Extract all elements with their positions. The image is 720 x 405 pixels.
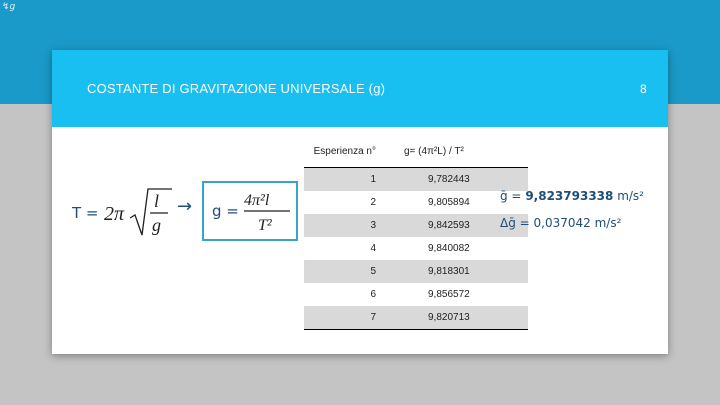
mean-g-value: 9,823793338 xyxy=(525,189,614,203)
column-header-g: g= (4π²L) / T² xyxy=(378,135,528,168)
cell-experiment: 4 xyxy=(370,243,376,254)
g-formula-den: T² xyxy=(258,217,272,234)
cell-g: 9,818301 xyxy=(378,260,528,283)
cell-experiment: 6 xyxy=(370,289,376,300)
table-row xyxy=(304,260,528,283)
slide-title: COSTANTE DI GRAVITAZIONE UNIVERSALE (g) xyxy=(87,81,386,96)
cell-experiment: 7 xyxy=(304,306,378,330)
mean-g-unit: m/s² xyxy=(613,189,644,203)
cell-experiment: 3 xyxy=(304,214,378,237)
period-formula-coef: 2π xyxy=(104,203,125,225)
cell-g: 9,856572 xyxy=(428,289,470,300)
cell-g: 9,842593 xyxy=(378,214,528,237)
table-header-row xyxy=(304,135,528,168)
column-header-experiment: Esperienza n° xyxy=(304,135,378,168)
table-row xyxy=(304,237,528,260)
period-formula-lhs: T = xyxy=(72,204,99,222)
cell-g: 9,805894 xyxy=(428,197,470,208)
table-row xyxy=(304,214,528,237)
cell-experiment: 5 xyxy=(304,260,378,283)
mean-g xyxy=(500,189,644,203)
cell-experiment: 1 xyxy=(304,168,378,192)
slide xyxy=(52,50,668,354)
page-number: 8 xyxy=(640,82,647,96)
corner-mark: ↯g xyxy=(2,2,16,12)
table-row xyxy=(304,191,528,214)
period-formula-den: g xyxy=(152,215,161,235)
delta-g: Δḡ = 0,037042 m/s² xyxy=(500,216,622,230)
table-row xyxy=(304,283,528,306)
arrow-icon: → xyxy=(177,196,193,217)
measurements-table xyxy=(304,135,528,330)
cell-g: 9,840082 xyxy=(428,243,470,254)
period-formula-num: l xyxy=(154,191,160,211)
table-row xyxy=(304,168,528,192)
cell-g: 9,782443 xyxy=(378,168,528,192)
g-formula-lhs: g = xyxy=(212,202,239,220)
cell-g: 9,820713 xyxy=(378,306,528,330)
table-row xyxy=(304,306,528,330)
cell-experiment: 2 xyxy=(370,197,376,208)
slide-header xyxy=(52,50,668,127)
mean-g-prefix: ḡ = xyxy=(500,189,526,203)
sqrt-sign xyxy=(130,189,172,235)
g-formula-box xyxy=(202,181,298,241)
g-formula-num: 4π²l xyxy=(244,192,270,209)
